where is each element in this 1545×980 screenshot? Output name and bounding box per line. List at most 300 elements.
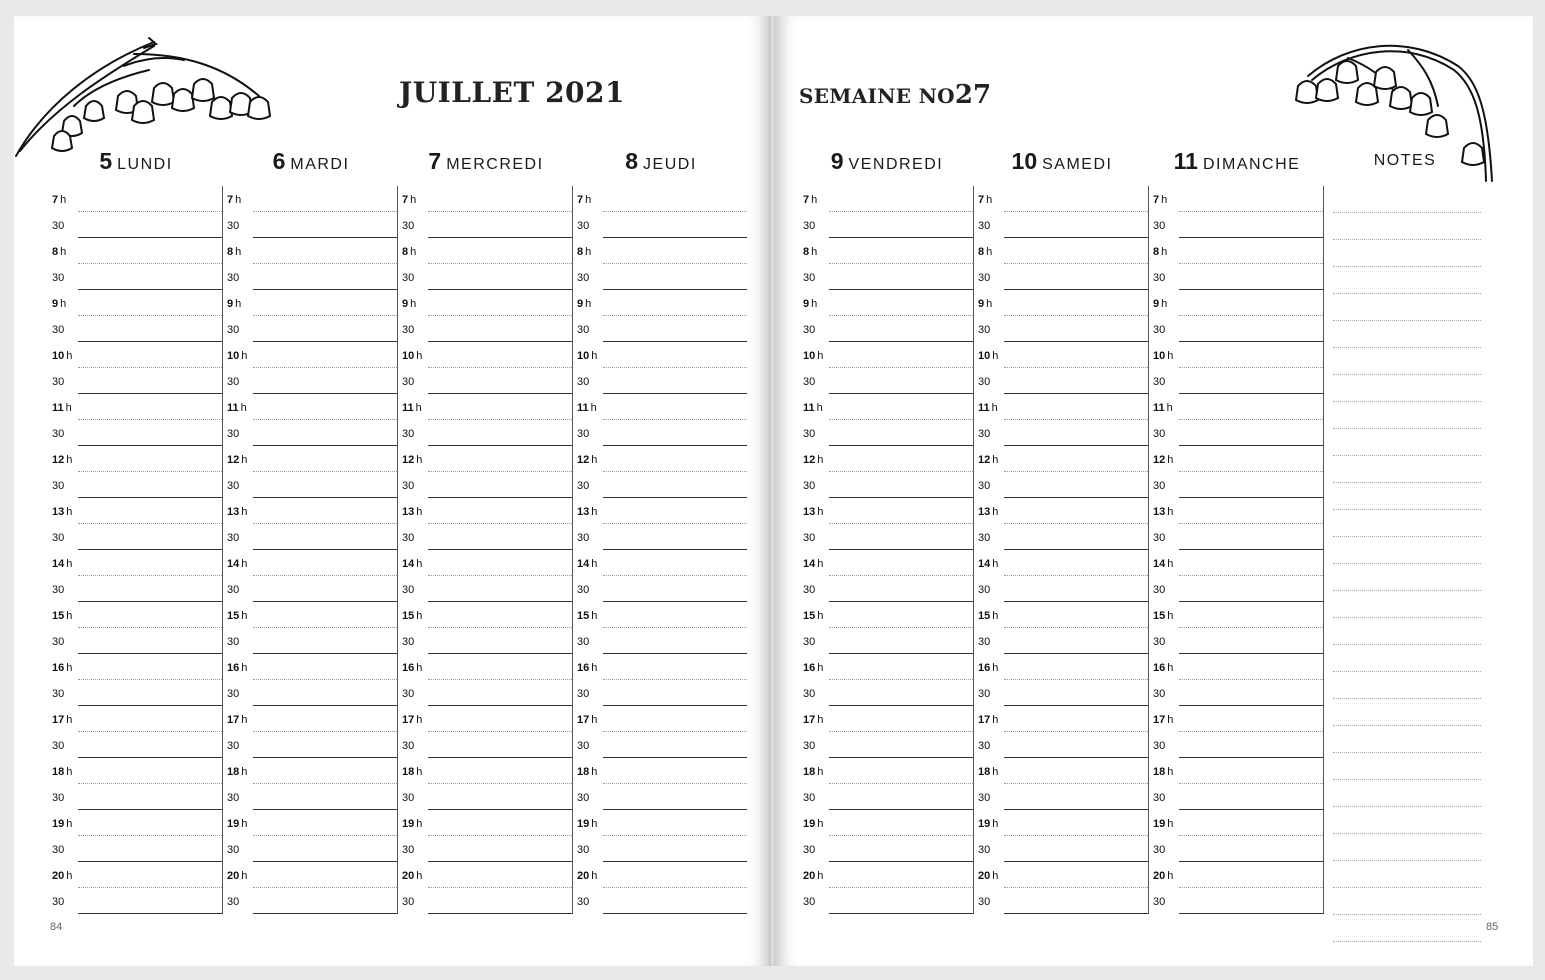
time-slot-half[interactable]: [974, 212, 1148, 238]
time-slot-half[interactable]: [573, 784, 747, 810]
hour-suffix: h: [1167, 350, 1174, 362]
time-slot-half[interactable]: [799, 420, 973, 446]
time-slot-half[interactable]: [223, 316, 397, 342]
time-slot-half[interactable]: [223, 264, 397, 290]
notes-line[interactable]: [1333, 915, 1481, 942]
time-slot-half[interactable]: [1149, 368, 1323, 394]
time-label: [227, 402, 247, 414]
notes-line[interactable]: [1333, 564, 1481, 591]
time-slot-hour[interactable]: [398, 238, 572, 264]
time-slot-half[interactable]: [1149, 472, 1323, 498]
time-slot-hour[interactable]: [799, 654, 973, 680]
time-slot-half[interactable]: [1149, 576, 1323, 602]
time-slot-half[interactable]: [223, 420, 397, 446]
time-slot-hour[interactable]: [573, 238, 747, 264]
time-slot-hour[interactable]: [398, 550, 572, 576]
time-slot-half[interactable]: [573, 316, 747, 342]
day-column-vendredi: [799, 186, 974, 914]
time-slot-hour[interactable]: [48, 758, 222, 784]
time-slot-hour[interactable]: [799, 498, 973, 524]
time-slot-hour[interactable]: [223, 706, 397, 732]
time-slot-hour[interactable]: [398, 446, 572, 472]
time-slot-half[interactable]: [799, 680, 973, 706]
time-label: [803, 662, 823, 674]
notes-line[interactable]: [1333, 726, 1481, 753]
time-slot-hour[interactable]: [48, 342, 222, 368]
time-slot-hour[interactable]: [974, 446, 1148, 472]
time-slot-hour[interactable]: [48, 602, 222, 628]
time-slot-hour[interactable]: [48, 238, 222, 264]
time-slot-half[interactable]: [974, 316, 1148, 342]
time-slot-hour[interactable]: [223, 342, 397, 368]
time-slot-hour[interactable]: [799, 550, 973, 576]
time-slot-hour[interactable]: [223, 394, 397, 420]
time-slot-hour[interactable]: [223, 810, 397, 836]
time-slot-half[interactable]: [573, 264, 747, 290]
time-slot-half[interactable]: [223, 888, 397, 914]
time-label: 30: [227, 480, 240, 492]
time-slot-half[interactable]: [223, 576, 397, 602]
time-slot-half[interactable]: [398, 576, 572, 602]
time-slot-hour[interactable]: [398, 706, 572, 732]
time-slot-half[interactable]: [974, 264, 1148, 290]
time-slot-hour[interactable]: [1149, 186, 1323, 212]
hour-suffix: h: [1167, 610, 1174, 622]
time-slot-hour[interactable]: [573, 186, 747, 212]
time-label: [577, 870, 597, 882]
time-slot-half[interactable]: [223, 836, 397, 862]
time-slot-hour[interactable]: [48, 654, 222, 680]
time-slot-half[interactable]: [799, 732, 973, 758]
time-slot-hour[interactable]: [799, 758, 973, 784]
time-slot-hour[interactable]: [398, 810, 572, 836]
notes-line[interactable]: [1333, 861, 1481, 888]
time-slot-half[interactable]: [398, 368, 572, 394]
time-slot-hour[interactable]: [573, 706, 747, 732]
hour-suffix: h: [986, 194, 993, 206]
hour-suffix: h: [1167, 558, 1174, 570]
time-slot-hour[interactable]: [573, 290, 747, 316]
hour-number: 12: [803, 454, 816, 466]
time-label: [1153, 298, 1167, 310]
hour-number: 16: [803, 662, 816, 674]
time-slot-half[interactable]: [398, 628, 572, 654]
time-slot-hour[interactable]: [974, 758, 1148, 784]
time-slot-half[interactable]: [398, 264, 572, 290]
time-slot-hour[interactable]: [223, 238, 397, 264]
hour-suffix: h: [66, 766, 73, 778]
time-slot-hour[interactable]: [48, 290, 222, 316]
notes-line[interactable]: [1333, 348, 1481, 375]
time-slot-half[interactable]: [573, 368, 747, 394]
time-slot-half[interactable]: [799, 784, 973, 810]
notes-line[interactable]: [1333, 807, 1481, 834]
hour-suffix: h: [60, 246, 67, 258]
time-slot-hour[interactable]: [1149, 810, 1323, 836]
time-slot-hour[interactable]: [1149, 446, 1323, 472]
hour-suffix: h: [992, 662, 999, 674]
hour-number: 19: [227, 818, 240, 830]
time-slot-hour[interactable]: [223, 862, 397, 888]
time-label: 30: [577, 376, 590, 388]
notes-line[interactable]: [1333, 240, 1481, 267]
hour-number: 16: [978, 662, 991, 674]
time-slot-hour[interactable]: [799, 810, 973, 836]
time-label: [52, 766, 72, 778]
time-slot-hour[interactable]: [799, 862, 973, 888]
time-slot-half[interactable]: [48, 316, 222, 342]
time-slot-half[interactable]: [573, 212, 747, 238]
time-slot-half[interactable]: [799, 316, 973, 342]
time-slot-half[interactable]: [573, 732, 747, 758]
time-slot-half[interactable]: [974, 680, 1148, 706]
time-slot-half[interactable]: [48, 732, 222, 758]
day-header-dimanche: [1149, 148, 1325, 175]
time-slot-half[interactable]: [223, 212, 397, 238]
time-slot-hour[interactable]: [573, 342, 747, 368]
time-label: [227, 350, 247, 362]
hour-suffix: h: [1161, 194, 1168, 206]
time-slot-hour[interactable]: [398, 862, 572, 888]
notes-line[interactable]: [1333, 429, 1481, 456]
time-slot-half[interactable]: [223, 368, 397, 394]
time-slot-half[interactable]: [48, 264, 222, 290]
time-slot-hour[interactable]: [573, 498, 747, 524]
time-slot-hour[interactable]: [48, 394, 222, 420]
time-slot-hour[interactable]: [974, 342, 1148, 368]
time-slot-hour[interactable]: [398, 758, 572, 784]
time-slot-hour[interactable]: [223, 186, 397, 212]
time-slot-half[interactable]: [48, 836, 222, 862]
time-slot-hour[interactable]: [573, 394, 747, 420]
time-slot-half[interactable]: [573, 836, 747, 862]
time-label: 30: [978, 688, 991, 700]
time-slot-hour[interactable]: [573, 758, 747, 784]
time-label: 30: [227, 792, 240, 804]
time-label: [52, 506, 72, 518]
hour-number: 19: [978, 818, 991, 830]
time-slot-half[interactable]: [1149, 264, 1323, 290]
time-slot-half[interactable]: [799, 628, 973, 654]
notes-line[interactable]: [1333, 591, 1481, 618]
time-slot-hour[interactable]: [799, 446, 973, 472]
notes-line[interactable]: [1333, 402, 1481, 429]
time-slot-hour[interactable]: [974, 550, 1148, 576]
time-label: 30: [52, 896, 65, 908]
notes-line[interactable]: [1333, 321, 1481, 348]
hour-number: 10: [402, 350, 415, 362]
notes-area[interactable]: [1333, 186, 1481, 914]
time-slot-half[interactable]: [1149, 628, 1323, 654]
time-slot-hour[interactable]: [1149, 758, 1323, 784]
time-slot-hour[interactable]: [398, 498, 572, 524]
time-slot-hour[interactable]: [1149, 602, 1323, 628]
time-slot-hour[interactable]: [573, 446, 747, 472]
time-label: [577, 194, 591, 206]
time-slot-hour[interactable]: [398, 654, 572, 680]
time-label: 30: [52, 740, 65, 752]
hour-suffix: h: [66, 714, 73, 726]
time-slot-half[interactable]: [974, 576, 1148, 602]
time-slot-hour[interactable]: [398, 602, 572, 628]
time-label: 30: [402, 376, 415, 388]
time-label: 30: [227, 428, 240, 440]
time-slot-hour[interactable]: [48, 550, 222, 576]
time-slot-half[interactable]: [1149, 836, 1323, 862]
time-slot-half[interactable]: [1149, 888, 1323, 914]
day-column-dimanche: [1149, 186, 1324, 914]
time-label: [1153, 870, 1173, 882]
time-slot-hour[interactable]: [223, 498, 397, 524]
hour-number: 9: [978, 298, 985, 310]
time-slot-hour[interactable]: [398, 186, 572, 212]
time-slot-half[interactable]: [223, 524, 397, 550]
time-label: [803, 766, 823, 778]
time-slot-hour[interactable]: [48, 862, 222, 888]
time-slot-half[interactable]: [48, 576, 222, 602]
time-label: 30: [402, 896, 415, 908]
hour-suffix: h: [1167, 662, 1174, 674]
notes-line[interactable]: [1333, 618, 1481, 645]
time-slot-half[interactable]: [398, 732, 572, 758]
time-slot-hour[interactable]: [573, 550, 747, 576]
notes-line[interactable]: [1333, 672, 1481, 699]
hour-suffix: h: [591, 454, 598, 466]
time-slot-hour[interactable]: [799, 290, 973, 316]
time-slot-hour[interactable]: [1149, 290, 1323, 316]
time-slot-half[interactable]: [223, 784, 397, 810]
time-slot-half[interactable]: [573, 888, 747, 914]
time-slot-hour[interactable]: [1149, 550, 1323, 576]
time-slot-half[interactable]: [398, 888, 572, 914]
time-slot-hour[interactable]: [48, 810, 222, 836]
time-slot-hour[interactable]: [974, 498, 1148, 524]
time-label: [227, 194, 241, 206]
time-slot-half[interactable]: [48, 784, 222, 810]
time-slot-hour[interactable]: [799, 186, 973, 212]
time-slot-half[interactable]: [799, 524, 973, 550]
time-slot-half[interactable]: [1149, 732, 1323, 758]
time-slot-hour[interactable]: [799, 238, 973, 264]
notes-line[interactable]: [1333, 537, 1481, 564]
time-slot-half[interactable]: [223, 732, 397, 758]
notes-line[interactable]: [1333, 483, 1481, 510]
time-slot-half[interactable]: [573, 576, 747, 602]
time-slot-half[interactable]: [1149, 212, 1323, 238]
time-label: [52, 870, 72, 882]
hour-number: 7: [227, 194, 234, 206]
time-slot-half[interactable]: [974, 888, 1148, 914]
hour-suffix: h: [817, 506, 824, 518]
time-slot-hour[interactable]: [48, 446, 222, 472]
time-slot-half[interactable]: [223, 472, 397, 498]
time-slot-half[interactable]: [974, 524, 1148, 550]
hour-number: 20: [227, 870, 240, 882]
day-number: 11: [1173, 148, 1198, 174]
time-slot-half[interactable]: [799, 836, 973, 862]
time-slot-half[interactable]: [799, 576, 973, 602]
time-slot-half[interactable]: [974, 836, 1148, 862]
time-slot-hour[interactable]: [1149, 706, 1323, 732]
time-slot-half[interactable]: [573, 680, 747, 706]
time-label: [227, 818, 247, 830]
time-slot-hour[interactable]: [1149, 654, 1323, 680]
time-slot-hour[interactable]: [223, 758, 397, 784]
time-slot-hour[interactable]: [974, 706, 1148, 732]
time-slot-half[interactable]: [48, 524, 222, 550]
time-slot-hour[interactable]: [974, 186, 1148, 212]
time-slot-hour[interactable]: [573, 810, 747, 836]
time-label: 30: [978, 272, 991, 284]
time-slot-hour[interactable]: [1149, 862, 1323, 888]
time-slot-half[interactable]: [48, 212, 222, 238]
time-slot-half[interactable]: [799, 888, 973, 914]
hour-number: 18: [52, 766, 65, 778]
notes-line[interactable]: [1333, 186, 1481, 213]
time-slot-half[interactable]: [223, 628, 397, 654]
hour-suffix: h: [1167, 766, 1174, 778]
hour-number: 13: [402, 506, 415, 518]
time-label: 30: [52, 688, 65, 700]
time-slot-hour[interactable]: [1149, 498, 1323, 524]
time-slot-hour[interactable]: [223, 550, 397, 576]
time-slot-half[interactable]: [573, 472, 747, 498]
day-column-lundi: [48, 186, 223, 914]
time-slot-hour[interactable]: [223, 654, 397, 680]
time-slot-half[interactable]: [48, 420, 222, 446]
time-slot-hour[interactable]: [573, 654, 747, 680]
time-slot-half[interactable]: [974, 420, 1148, 446]
hour-suffix: h: [240, 402, 247, 414]
time-slot-half[interactable]: [398, 212, 572, 238]
time-label: 30: [803, 792, 816, 804]
time-slot-half[interactable]: [1149, 420, 1323, 446]
time-label: 30: [227, 896, 240, 908]
time-label: 30: [803, 584, 816, 596]
time-slot-half[interactable]: [974, 732, 1148, 758]
time-label: [978, 402, 998, 414]
hour-suffix: h: [816, 402, 823, 414]
time-slot-hour[interactable]: [223, 290, 397, 316]
time-slot-hour[interactable]: [974, 862, 1148, 888]
notes-line[interactable]: [1333, 834, 1481, 861]
hour-suffix: h: [585, 194, 592, 206]
notes-line[interactable]: [1333, 753, 1481, 780]
time-slot-half[interactable]: [974, 628, 1148, 654]
time-slot-hour[interactable]: [1149, 342, 1323, 368]
time-slot-hour[interactable]: [799, 602, 973, 628]
time-slot-half[interactable]: [1149, 524, 1323, 550]
time-slot-hour[interactable]: [48, 706, 222, 732]
notes-line[interactable]: [1333, 213, 1481, 240]
notes-line[interactable]: [1333, 645, 1481, 672]
time-slot-hour[interactable]: [974, 394, 1148, 420]
time-slot-half[interactable]: [48, 888, 222, 914]
time-slot-half[interactable]: [974, 472, 1148, 498]
time-slot-hour[interactable]: [398, 342, 572, 368]
time-slot-hour[interactable]: [48, 498, 222, 524]
time-slot-hour[interactable]: [799, 706, 973, 732]
time-slot-hour[interactable]: [223, 602, 397, 628]
writing-line: [428, 913, 572, 914]
time-slot-hour[interactable]: [398, 290, 572, 316]
time-label: [577, 714, 597, 726]
day-name: DIMANCHE: [1202, 156, 1301, 173]
notes-line[interactable]: [1333, 456, 1481, 483]
time-slot-hour[interactable]: [974, 602, 1148, 628]
time-slot-hour[interactable]: [223, 446, 397, 472]
time-slot-half[interactable]: [974, 784, 1148, 810]
time-slot-half[interactable]: [48, 628, 222, 654]
time-slot-hour[interactable]: [398, 394, 572, 420]
notes-line[interactable]: [1333, 510, 1481, 537]
time-slot-half[interactable]: [573, 524, 747, 550]
time-label: 30: [402, 688, 415, 700]
time-slot-half[interactable]: [223, 680, 397, 706]
time-slot-half[interactable]: [1149, 784, 1323, 810]
time-slot-half[interactable]: [398, 420, 572, 446]
time-slot-hour[interactable]: [799, 342, 973, 368]
hour-suffix: h: [1167, 714, 1174, 726]
notes-line[interactable]: [1333, 267, 1481, 294]
time-slot-hour[interactable]: [974, 238, 1148, 264]
time-slot-half[interactable]: [398, 680, 572, 706]
time-slot-half[interactable]: [974, 368, 1148, 394]
notes-line[interactable]: [1333, 699, 1481, 726]
hour-number: 8: [978, 246, 985, 258]
time-slot-half[interactable]: [48, 368, 222, 394]
time-label: [577, 402, 597, 414]
time-label: [803, 610, 823, 622]
time-slot-half[interactable]: [799, 212, 973, 238]
notes-line[interactable]: [1333, 888, 1481, 915]
time-label: [577, 506, 597, 518]
time-slot-half[interactable]: [398, 784, 572, 810]
time-slot-half[interactable]: [1149, 316, 1323, 342]
time-slot-half[interactable]: [398, 472, 572, 498]
time-slot-half[interactable]: [398, 836, 572, 862]
lily-of-the-valley-icon: [14, 36, 276, 161]
day-header-jeudi: [573, 148, 749, 175]
time-slot-hour[interactable]: [1149, 394, 1323, 420]
time-slot-half[interactable]: [48, 680, 222, 706]
time-slot-half[interactable]: [799, 472, 973, 498]
time-label: [978, 662, 998, 674]
time-slot-half[interactable]: [573, 628, 747, 654]
notes-line[interactable]: [1333, 375, 1481, 402]
time-slot-half[interactable]: [573, 420, 747, 446]
time-slot-hour[interactable]: [974, 290, 1148, 316]
hour-number: 7: [577, 194, 584, 206]
time-slot-hour[interactable]: [573, 602, 747, 628]
time-slot-hour[interactable]: [48, 186, 222, 212]
time-label: [978, 818, 998, 830]
time-slot-half[interactable]: [799, 264, 973, 290]
time-slot-hour[interactable]: [974, 654, 1148, 680]
time-slot-hour[interactable]: [1149, 238, 1323, 264]
notes-line[interactable]: [1333, 780, 1481, 807]
time-slot-half[interactable]: [398, 524, 572, 550]
notes-line[interactable]: [1333, 294, 1481, 321]
time-slot-half[interactable]: [48, 472, 222, 498]
time-slot-hour[interactable]: [799, 394, 973, 420]
time-slot-hour[interactable]: [573, 862, 747, 888]
time-slot-half[interactable]: [398, 316, 572, 342]
time-label: [402, 662, 422, 674]
time-slot-half[interactable]: [799, 368, 973, 394]
time-slot-hour[interactable]: [974, 810, 1148, 836]
time-slot-half[interactable]: [1149, 680, 1323, 706]
